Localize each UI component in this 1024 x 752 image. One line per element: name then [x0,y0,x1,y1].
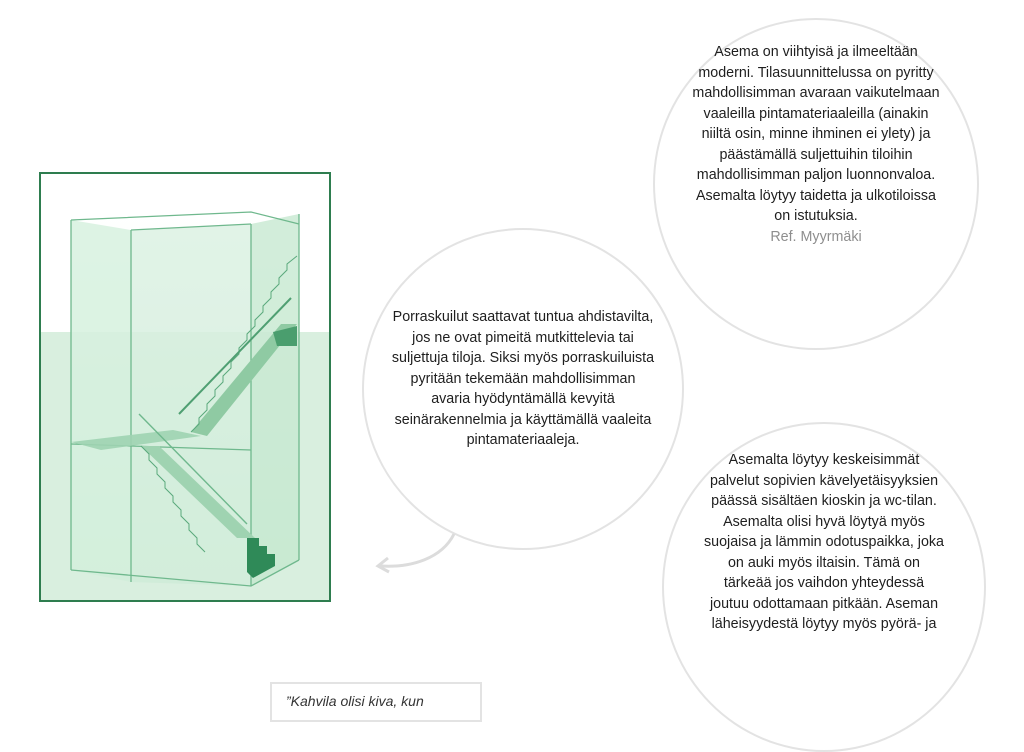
quote-box [270,682,482,722]
callout-arrow-icon [372,528,462,578]
stairwell-illustration [39,172,331,602]
reference-label: Ref. Myyrmäki [770,228,862,245]
bubble-text-services: Asemalta löytyy keskeisimmät palvelut sopivien kävelyetäisyyksien päässä sisältäen kioskin ja wc-tilan. Asemalta olisi hyvä löytyä myös suojaisa ja lämmin odotuspaikka, joka on auki myös iltaisin. Tämä on tärkeää jos vaihdon yhteydessä joutuu odottamaan pitkään. Aseman läheisyydestä löytyy myös pyörä- ja [704,452,944,632]
bubble-text-stairwells: Porraskuilut saattavat tuntua ahdistavilta, jos ne ovat pimeitä mutkittelevia tai suljettuja tiloja. Siksi myös porraskuiluista pyritään tekemään mahdollisimman avaria hyödyntämällä kevyitä seinärakennelmia ja käyttämällä vaaleita pintamateriaaleja. [391,309,655,448]
info-bubble-services [662,422,986,752]
info-bubble-stairwells [362,228,684,550]
stairwell-3d-drawing [41,174,329,600]
quote-text: ”Kahvila olisi kiva, kun [286,693,424,709]
bubble-text-atmosphere: Asema on viihtyisä ja ilmeeltään moderni. Tilasuunnittelussa on pyritty mahdollisimman avaraan vaikutelmaan vaaleilla pintamateriaaleilla (ainakin niiltä osin, minne ihminen ei ylety) ja päästämällä suljettuihin tiloihin mahdollisimman paljon luonnonvaloa. Asemalta löytyy taidetta ja ulkotiloissa on istutuksia. [692,44,940,224]
info-bubble-atmosphere [653,18,979,350]
